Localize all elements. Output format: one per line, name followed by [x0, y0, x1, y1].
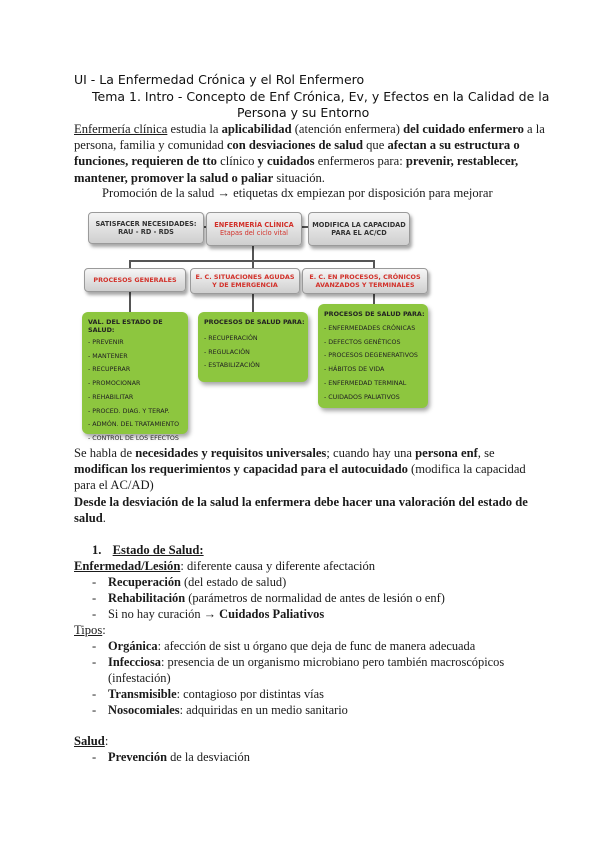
box-line: PARA EL AC/CD — [331, 229, 387, 237]
text: de la desviación — [166, 750, 250, 764]
procesos-cronicos-box — [302, 268, 428, 294]
list-item — [108, 606, 324, 622]
list-item: - PROCESOS DEGENERATIVOS — [324, 352, 418, 360]
bullet-dash: - — [92, 575, 97, 589]
list-item: - RECUPERAR — [88, 366, 131, 374]
text: Nosocomiales — [108, 703, 180, 717]
procesos-salud-cronicos-box — [318, 304, 428, 408]
section-title: Estado de Salud: — [112, 543, 204, 557]
list-item — [108, 638, 475, 654]
box-line: E. C. EN PROCESOS, CRÓNICOS — [309, 273, 421, 281]
text: Salud — [74, 734, 105, 748]
list-item: - REGULACIÓN — [204, 348, 250, 356]
text: Infecciosa — [108, 655, 161, 669]
bullet-dash: - — [92, 703, 97, 717]
box-title: PROCESOS DE SALUD PARA: — [204, 318, 305, 326]
box-line: ENFERMERÍA CLÍNICA — [214, 220, 294, 229]
procesos-generales-box — [84, 268, 186, 292]
list-item: - MANTENER — [88, 352, 128, 360]
list-item — [108, 590, 445, 606]
box-line: PROCESOS GENERALES — [93, 276, 177, 284]
promocion-line: Promoción de la salud → etiquetas dx empiezan por disposición para mejorar — [102, 186, 493, 200]
text: ; cuando hay una — [326, 446, 416, 460]
text: : adquiridas en un medio sanitario — [179, 703, 348, 717]
section-number: 1. — [92, 543, 102, 557]
text: (modifica la capacidad — [407, 462, 526, 477]
box-title: VAL. DEL ESTADO DE SALUD: — [88, 318, 163, 334]
enfermeria-clinica-diagram — [82, 206, 425, 442]
necesidades-paragraph — [74, 445, 544, 526]
text: Tipos — [74, 623, 103, 637]
bullet-dash: - — [92, 687, 97, 701]
text: . — [102, 510, 106, 525]
text: que — [362, 138, 388, 153]
text: y cuidados — [257, 154, 315, 169]
text: Desde la desviación de la salud la enfermera debe hacer una valoración del estado de — [74, 494, 528, 509]
text: Cuidados Paliativos — [219, 607, 325, 621]
list-item: - ENFERMEDADES CRÓNICAS — [324, 325, 416, 332]
enfermeria-clinica-term: Enfermería clínica — [74, 122, 168, 136]
modifica-capacidad-box — [308, 212, 410, 246]
bullet-dash: - — [92, 607, 97, 621]
text: Transmisible — [108, 687, 177, 701]
text: prevenir, restablecer, — [405, 154, 519, 169]
text: aplicabilidad — [221, 122, 292, 136]
text: Prevención — [108, 750, 167, 764]
text: necesidades y requisitos universales — [135, 446, 327, 460]
text: Enfermedad/Lesión — [74, 559, 181, 573]
list-item: - ESTABILIZACIÓN — [204, 362, 260, 370]
box-line: SATISFACER NECESIDADES: — [95, 219, 197, 228]
list-item: - REHABILITAR — [88, 393, 134, 401]
list-item — [108, 702, 348, 718]
list-item: - RECUPERACIÓN — [204, 335, 258, 342]
list-item: - ENFERMEDAD TERMINAL — [324, 379, 407, 387]
bullet-dash: - — [92, 750, 97, 764]
text: clínico — [216, 154, 258, 169]
bullet-dash: - — [92, 639, 97, 653]
list-item — [108, 686, 324, 702]
text: : contagioso por distintas vías — [176, 687, 324, 701]
text: modifican los requerimientos y capacidad para el autocuidado — [74, 462, 408, 477]
text: persona, familia y comunidad — [74, 138, 227, 153]
text: : afección de sist u órgano que deja de func de manera adecuada — [157, 639, 476, 653]
box-line: Y DE EMERGENCIA — [212, 281, 278, 289]
list-item: - CUIDADOS PALIATIVOS — [324, 393, 400, 401]
document-title: UI - La Enfermedad Crónica y el Rol Enfermero — [74, 72, 365, 87]
text: (atención enfermera) — [291, 122, 404, 136]
text: enfermeros para: — [314, 154, 406, 169]
text: Recuperación — [108, 575, 181, 589]
intro-paragraph — [74, 121, 545, 186]
text: a la — [523, 122, 545, 136]
enfermedad-lesion-line — [74, 558, 375, 574]
list-item: - CONTROL DE LOS EFECTOS — [88, 434, 179, 442]
list-item: - PREVENIR — [88, 339, 124, 346]
list-item — [108, 574, 286, 590]
text: funciones, requieren de tto — [74, 154, 217, 169]
text: persona enf — [415, 446, 478, 460]
text: del cuidado enfermero — [403, 122, 524, 136]
list-item: - HÁBITOS DE VIDA — [324, 366, 385, 374]
list-item: - DEFECTOS GENÉTICOS — [324, 338, 401, 346]
text: : presencia de un organismo microbiano pero también macroscópicos — [161, 655, 505, 669]
list-item: - PROMOCIONAR — [88, 380, 141, 388]
tipos-label — [74, 622, 106, 638]
text: mantener, promover la salud o paliar — [74, 170, 274, 185]
box-line: MODIFICA LA CAPACIDAD — [312, 220, 406, 229]
box-title: PROCESOS DE SALUD PARA: — [324, 310, 425, 318]
topic-title-line1: Tema 1. Intro - Concepto de Enf Crónica, Ev, y Efectos en la Calidad de la — [92, 89, 550, 104]
text: , se — [477, 446, 495, 460]
text: para el AC/AD) — [74, 478, 154, 493]
list-item: - ADMÓN. DEL TRATAMIENTO — [88, 421, 180, 429]
list-item: - PROCED. DIAG. Y TERAP. — [88, 407, 170, 415]
valoracion-estado-salud-box — [82, 312, 188, 442]
enfermeria-clinica-box — [206, 212, 302, 246]
text: Rehabilitación — [108, 591, 186, 605]
topic-title-line2: Persona y su Entorno — [237, 105, 370, 120]
text: : diferente causa y diferente afectación — [180, 559, 376, 573]
text: (del estado de salud) — [180, 575, 287, 589]
text: (parámetros de normalidad de antes de lesión o enf) — [185, 591, 445, 605]
box-line: Etapas del ciclo vital — [220, 229, 288, 237]
section-heading — [92, 542, 204, 558]
text: salud — [74, 510, 103, 525]
procesos-salud-agudos-box — [198, 312, 308, 382]
text: estudia la — [167, 122, 222, 136]
salud-label — [74, 733, 108, 749]
bullet-dash: - — [92, 591, 97, 605]
text: con desviaciones de salud — [226, 138, 363, 153]
text: afectan a su estructura o — [387, 138, 520, 153]
situaciones-agudas-box — [190, 268, 300, 294]
text: : — [104, 734, 109, 748]
list-item-continuation: (infestación) — [108, 671, 171, 685]
list-item — [108, 749, 250, 765]
text: Se habla de — [74, 446, 136, 460]
text: Orgánica — [108, 639, 158, 653]
box-line: E. C. SITUACIONES AGUDAS — [195, 273, 295, 281]
box-line: RAU - RD - RDS — [118, 228, 174, 236]
box-line: AVANZADOS Y TERMINALES — [315, 281, 415, 289]
text: : — [102, 623, 106, 637]
bullet-dash: - — [92, 655, 97, 669]
text: situación. — [273, 170, 325, 185]
list-item — [108, 654, 504, 670]
text: Si no hay curación → — [108, 607, 220, 621]
satisfacer-necesidades-box — [88, 212, 204, 244]
